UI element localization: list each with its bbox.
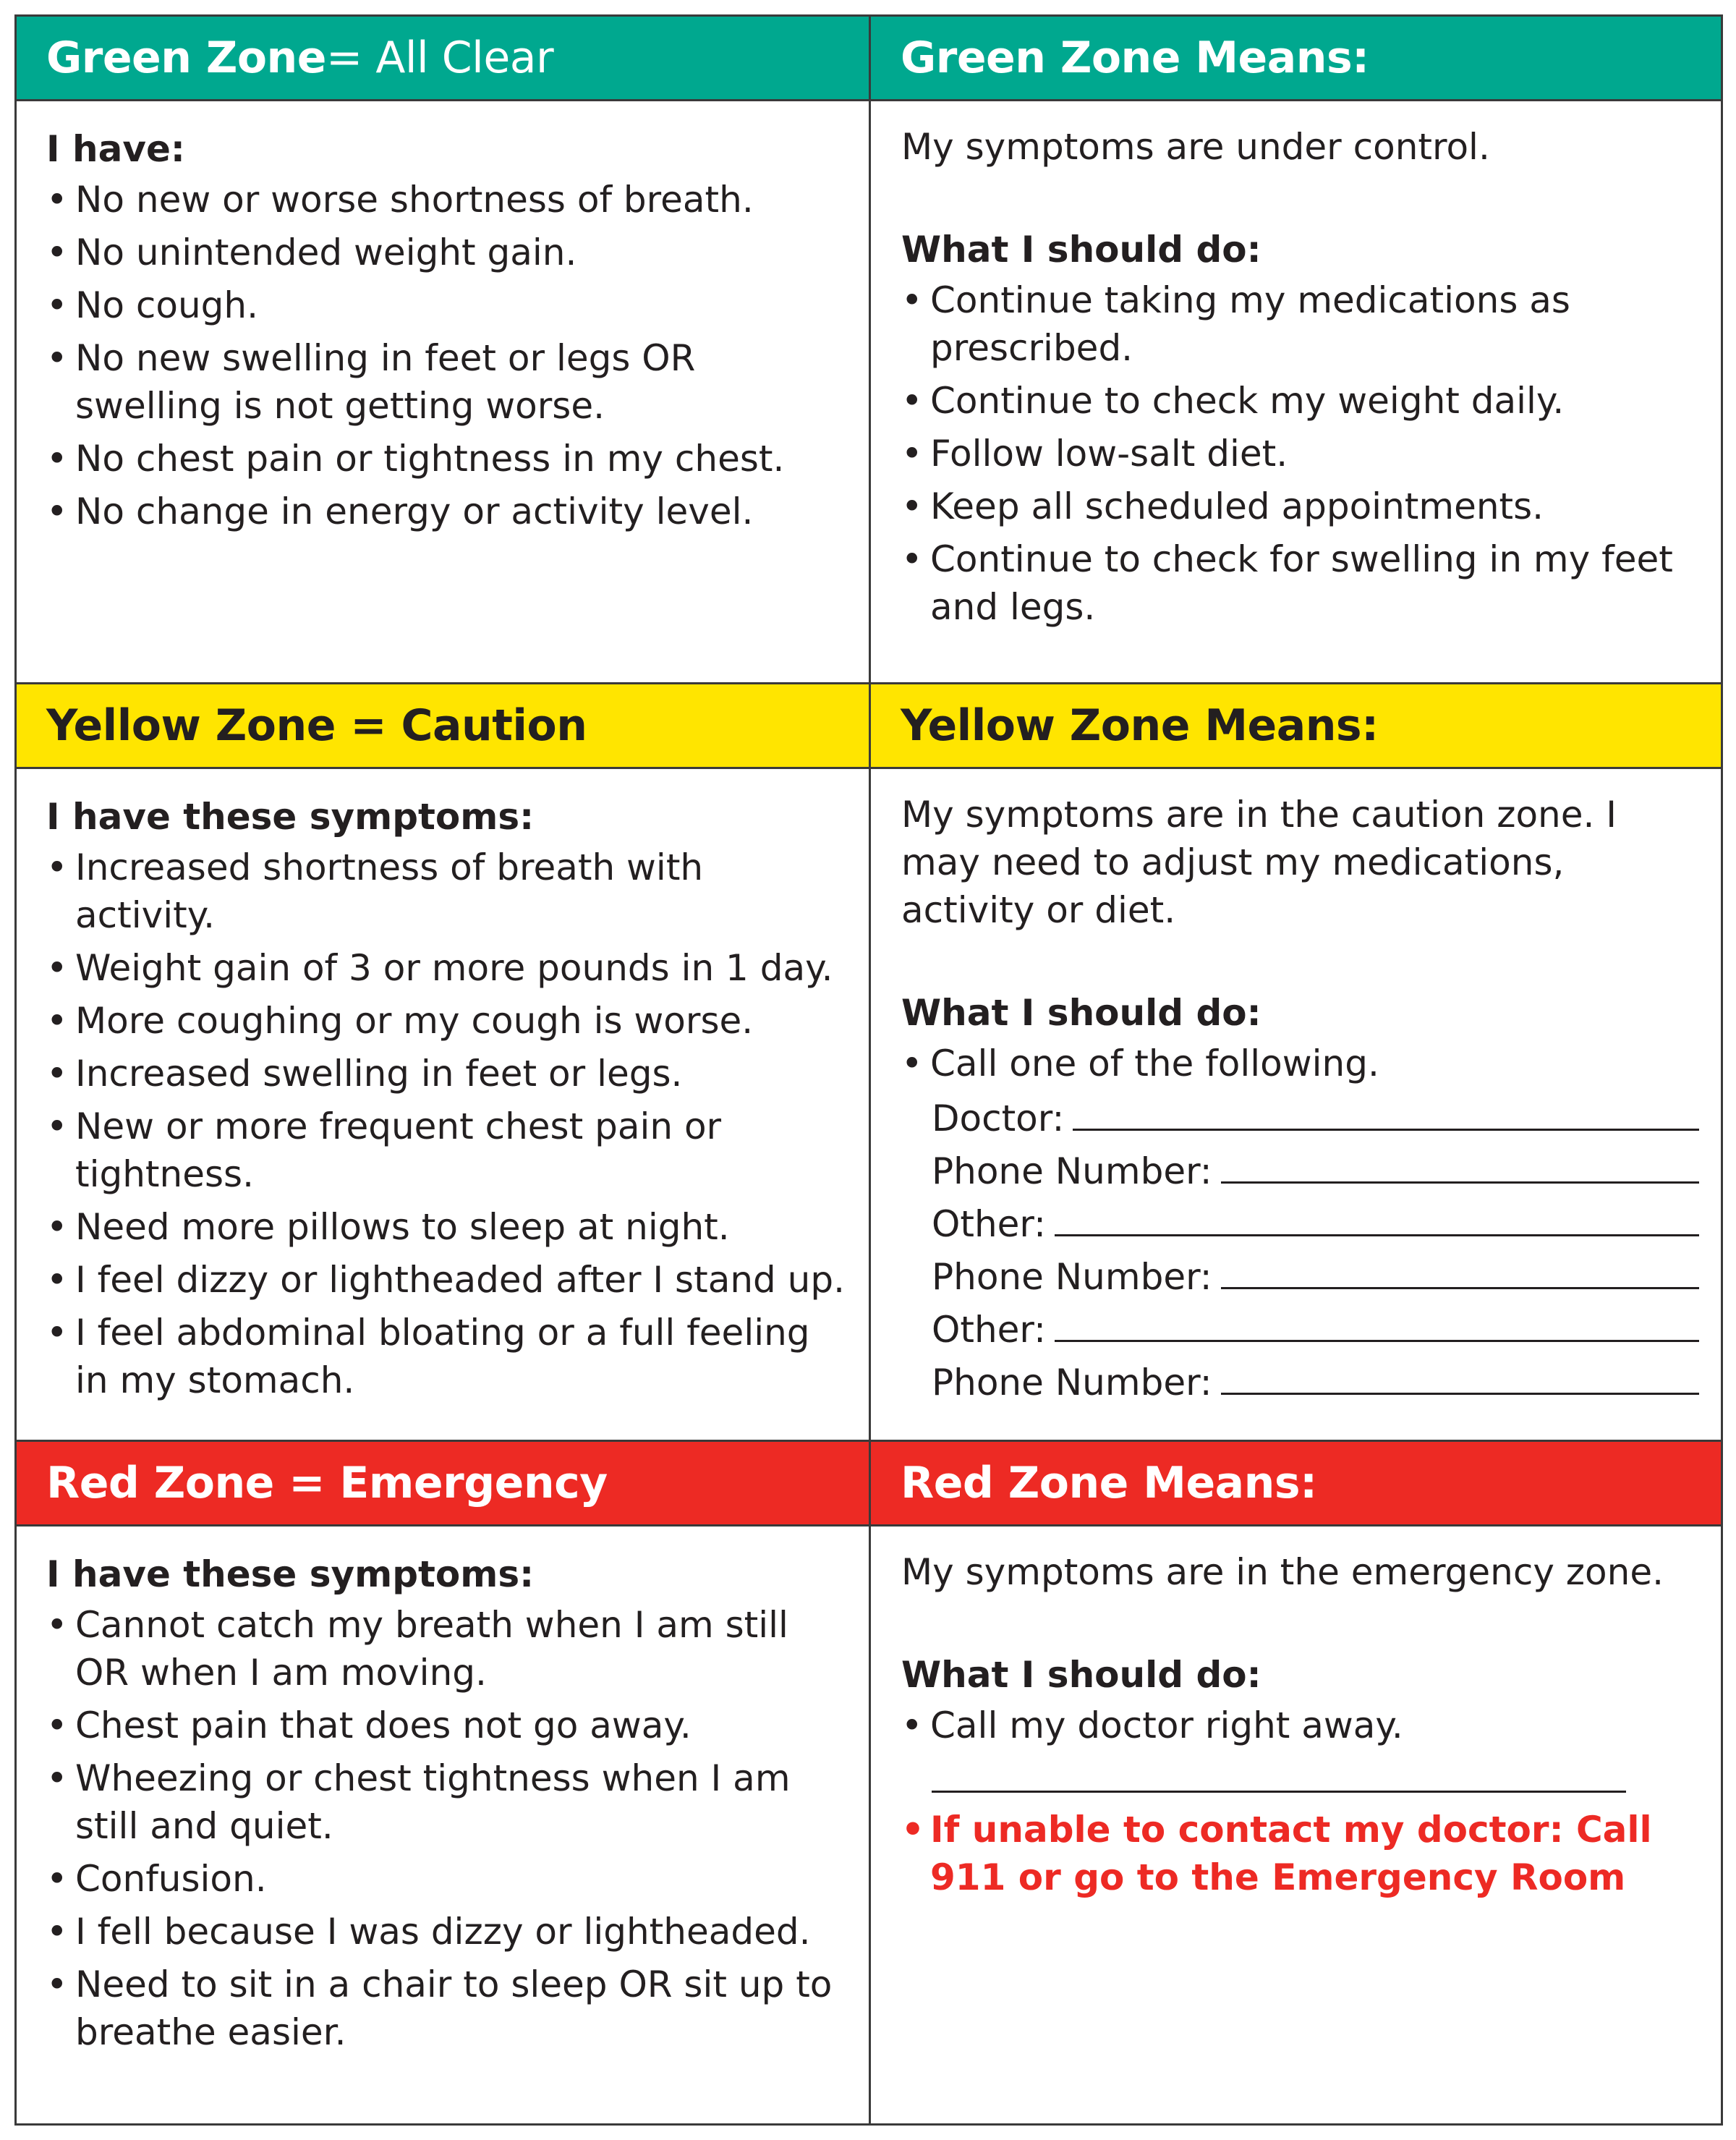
list-item: • No change in energy or activity level. xyxy=(46,488,847,535)
blank-field xyxy=(1073,1092,1699,1131)
list-item: • Need to sit in a chair to sleep OR sit up to breathe easier. xyxy=(46,1961,847,2056)
red-zone-symptoms xyxy=(17,1527,871,2123)
yellow-meaning-text: My symptoms are in the caution zone. I may need to adjust my medications, activity or diet. xyxy=(901,794,1617,931)
yellow-zone-actions xyxy=(871,769,1721,1440)
list-item: • Weight gain of 3 or more pounds in 1 day. xyxy=(46,944,847,992)
yellow-zone-symptoms xyxy=(17,769,871,1440)
yellow-actions-title: What I should do: xyxy=(901,992,1261,1034)
green-symptoms-title: I have: xyxy=(46,128,185,170)
doctor-line xyxy=(932,1092,1699,1145)
list-item: • Increased swelling in feet or legs. xyxy=(46,1050,847,1097)
list-item: • No unintended weight gain. xyxy=(46,229,847,276)
contact-label: Doctor: xyxy=(932,1097,1065,1139)
yellow-zone-body-row xyxy=(17,769,1721,1442)
list-item: • Continue taking my medications as prescribed. xyxy=(901,276,1699,372)
phone-line xyxy=(932,1251,1699,1304)
list-item: • Keep all scheduled appointments. xyxy=(901,483,1699,530)
yellow-zone-header-row xyxy=(17,684,1721,769)
red-actions-list xyxy=(901,1702,1699,1749)
red-zone-means-title: Red Zone Means: xyxy=(871,1442,1721,1524)
green-zone-means-title: Green Zone Means: xyxy=(871,17,1721,99)
doctor-blank-line xyxy=(932,1754,1626,1793)
other-line xyxy=(932,1198,1699,1251)
blank-field xyxy=(1221,1145,1699,1184)
red-zone-body-row xyxy=(17,1527,1721,2123)
zone-chart xyxy=(14,14,1723,2126)
list-item: • Continue to check for swelling in my feet and legs. xyxy=(901,535,1699,631)
list-item: • Follow low-salt diet. xyxy=(901,430,1699,477)
yellow-symptoms-list xyxy=(46,844,847,1404)
red-symptoms-title: I have these symptoms: xyxy=(46,1553,535,1595)
red-emergency-list xyxy=(901,1806,1699,1901)
contact-label: Other: xyxy=(932,1309,1046,1351)
red-zone-header-row xyxy=(17,1442,1721,1527)
list-item: • No cough. xyxy=(46,281,847,329)
yellow-zone-title: Yellow Zone = Caution xyxy=(17,684,871,767)
other-line xyxy=(932,1304,1699,1356)
list-item: • Call one of the following. xyxy=(901,1040,1699,1087)
list-item: • Cannot catch my breath when I am still OR when I am moving. xyxy=(46,1601,847,1697)
list-item: • Call my doctor right away. xyxy=(901,1702,1699,1749)
red-zone-title: Red Zone = Emergency xyxy=(17,1442,871,1524)
green-actions-title: What I should do: xyxy=(901,229,1261,271)
blank-field xyxy=(1055,1304,1699,1342)
phone-line xyxy=(932,1356,1699,1409)
contact-label: Other: xyxy=(932,1203,1046,1245)
green-zone-title-bold: Green Zone xyxy=(46,33,326,83)
contact-label: Phone Number: xyxy=(932,1150,1212,1192)
list-item: • Need more pillows to sleep at night. xyxy=(46,1203,847,1251)
list-item: • I fell because I was dizzy or lightheaded. xyxy=(46,1908,847,1956)
blank-field xyxy=(1221,1251,1699,1289)
yellow-zone-means-title: Yellow Zone Means: xyxy=(871,684,1721,767)
list-item: • More coughing or my cough is worse. xyxy=(46,997,847,1045)
list-item: • No new or worse shortness of breath. xyxy=(46,176,847,224)
list-item: • Confusion. xyxy=(46,1855,847,1903)
blank-field xyxy=(1055,1198,1699,1236)
contact-label: Phone Number: xyxy=(932,1256,1212,1298)
green-actions-list xyxy=(901,276,1699,631)
yellow-symptoms-title: I have these symptoms: xyxy=(46,796,535,838)
green-meaning-text: My symptoms are under control. xyxy=(901,126,1490,168)
contact-label: Phone Number: xyxy=(932,1362,1212,1404)
green-zone-title xyxy=(17,17,871,99)
blank-field xyxy=(1221,1356,1699,1395)
list-item: • No new swelling in feet or legs OR swelling is not getting worse. xyxy=(46,334,847,430)
red-meaning-text: My symptoms are in the emergency zone. xyxy=(901,1551,1664,1593)
green-zone-header-row xyxy=(17,17,1721,101)
green-zone-title-light: = All Clear xyxy=(326,33,554,83)
list-item: • Wheezing or chest tightness when I am still and quiet. xyxy=(46,1754,847,1850)
list-item: • Chest pain that does not go away. xyxy=(46,1702,847,1749)
red-symptoms-list xyxy=(46,1601,847,2056)
yellow-actions-list xyxy=(901,1040,1699,1087)
green-symptoms-list xyxy=(46,176,847,535)
list-item: • Increased shortness of breath with activity. xyxy=(46,844,847,939)
list-item: • I feel abdominal bloating or a full feeling in my stomach. xyxy=(46,1309,847,1404)
list-item: • Continue to check my weight daily. xyxy=(901,377,1699,425)
phone-line xyxy=(932,1145,1699,1198)
green-zone-actions xyxy=(871,101,1721,682)
red-actions-title: What I should do: xyxy=(901,1654,1261,1696)
red-zone-actions xyxy=(871,1527,1721,2123)
list-item: • I feel dizzy or lightheaded after I stand up. xyxy=(46,1256,847,1304)
green-zone-body-row xyxy=(17,101,1721,684)
list-item: • No chest pain or tightness in my chest. xyxy=(46,435,847,483)
emergency-instruction: • If unable to contact my doctor: Call 911 or go to the Emergency Room xyxy=(901,1806,1699,1901)
green-zone-symptoms xyxy=(17,101,871,682)
list-item: • New or more frequent chest pain or tightness. xyxy=(46,1103,847,1198)
